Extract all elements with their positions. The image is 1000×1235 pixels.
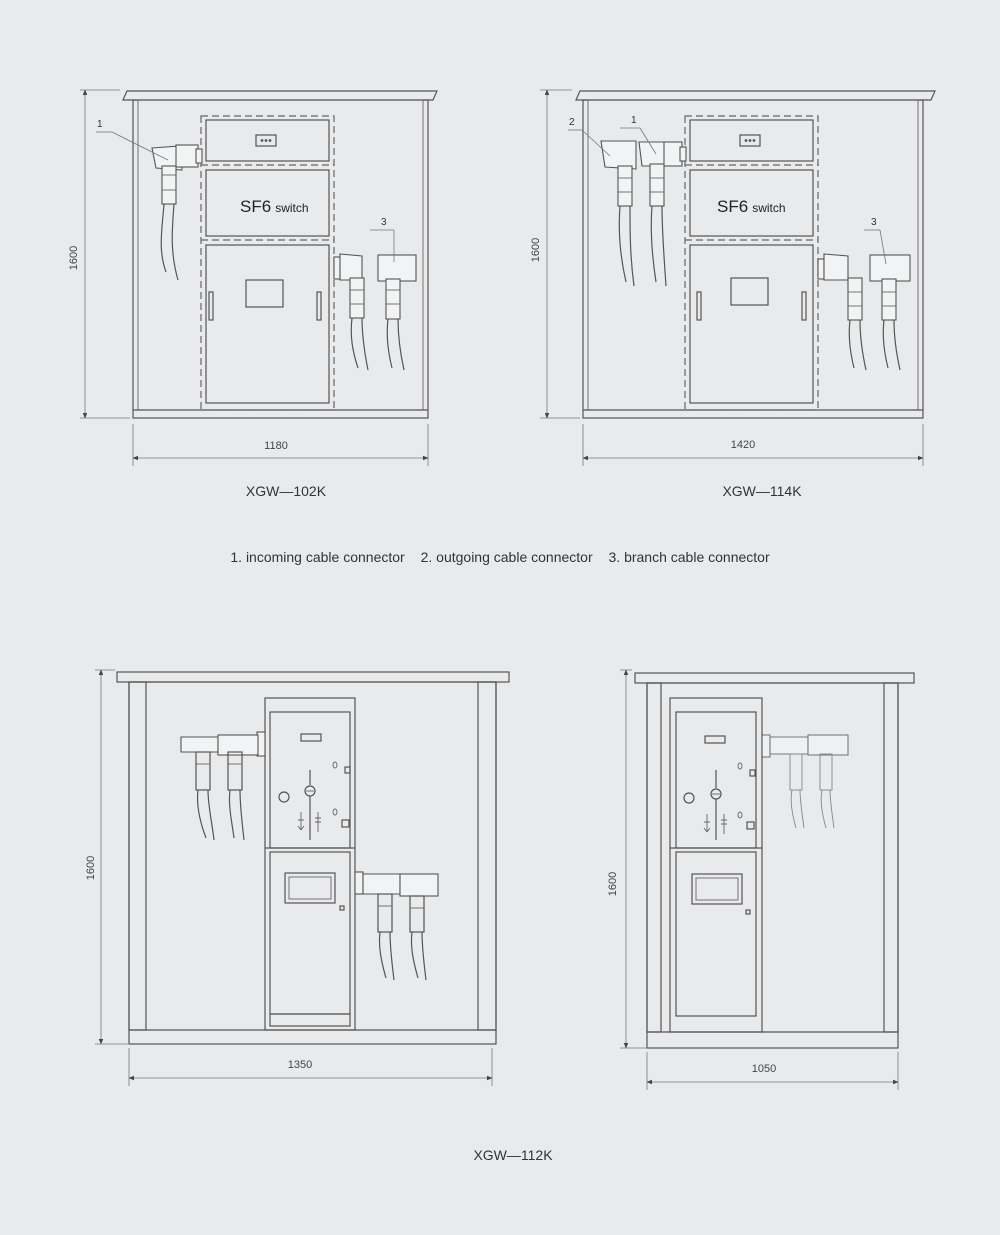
indicator-panel <box>690 120 813 161</box>
door-panel <box>206 245 329 403</box>
width-dimension: 1420 <box>730 439 756 451</box>
cabinet-xgw-114k <box>530 90 935 499</box>
cabinet-xgw-112k-b <box>607 670 914 1090</box>
operating-knob <box>684 793 694 803</box>
bottom-model-label: XGW—112K <box>473 1147 553 1163</box>
switch-compartment <box>685 116 818 410</box>
callout-2: 2 <box>569 117 575 128</box>
model-label: XGW—102K <box>245 483 327 499</box>
branch-cable-connector-b <box>870 255 910 370</box>
cable-connector <box>762 735 848 828</box>
branch-cable-connector-a <box>334 254 368 370</box>
branch-cable-connector <box>355 872 438 980</box>
callout-3: 3 <box>381 217 387 228</box>
height-dimension: 1600 <box>607 871 619 897</box>
door-handle-left <box>697 292 701 320</box>
legend-item-branch: 3. branch cable connector <box>608 549 770 565</box>
height-dimension: 1600 <box>68 245 80 271</box>
nameplate <box>731 278 768 305</box>
right-post <box>478 682 496 1030</box>
roof <box>635 673 914 683</box>
switch-compartment <box>201 116 334 410</box>
indicator-panel <box>206 120 329 161</box>
nameplate <box>692 874 742 904</box>
display-window <box>301 734 321 741</box>
door-panel <box>690 245 813 403</box>
legend <box>0 549 1000 565</box>
width-dimension: 1350 <box>287 1059 313 1071</box>
branch-cable-connector-a <box>818 254 866 370</box>
branch-cable-connector-b <box>378 255 416 370</box>
roof <box>117 672 509 682</box>
incoming-cable-connector <box>152 145 202 280</box>
switchgear-unit <box>265 698 355 1030</box>
legend-item-outgoing: 2. outgoing cable connector <box>420 549 593 565</box>
roof <box>576 91 935 100</box>
door-handle-right <box>802 292 806 320</box>
display-window <box>705 736 725 743</box>
height-dimension: 1600 <box>530 237 542 263</box>
callout-3: 3 <box>871 217 877 228</box>
incoming-cable-connector <box>181 732 265 840</box>
nameplate <box>285 873 335 903</box>
width-dimension: 1180 <box>264 440 288 452</box>
cabinet-body <box>129 682 496 1044</box>
height-dimension: 1600 <box>85 855 97 881</box>
roof <box>123 91 437 100</box>
model-label: XGW—114K <box>722 483 802 499</box>
switchgear-unit <box>670 698 762 1032</box>
right-post <box>884 683 898 1032</box>
lower-panel <box>270 852 350 1014</box>
incoming-cable-connector <box>639 142 686 286</box>
sf6-label: SF6 switch <box>717 197 786 216</box>
operating-knob <box>279 792 289 802</box>
lower-panel <box>676 852 756 1016</box>
door-handle-right <box>317 292 321 320</box>
cabinet-xgw-102k <box>68 90 437 499</box>
left-post <box>129 682 146 1030</box>
outgoing-cable-connector <box>601 141 636 286</box>
legend-item-incoming: 1. incoming cable connector <box>230 549 405 565</box>
sf6-label: SF6 switch <box>240 197 309 216</box>
callout-1: 1 <box>631 115 637 126</box>
width-dimension: 1050 <box>751 1063 777 1075</box>
left-post <box>647 683 661 1032</box>
nameplate <box>246 280 283 307</box>
callout-1: 1 <box>97 119 103 130</box>
door-handle-left <box>209 292 213 320</box>
cabinet-xgw-112k-a <box>85 670 509 1086</box>
